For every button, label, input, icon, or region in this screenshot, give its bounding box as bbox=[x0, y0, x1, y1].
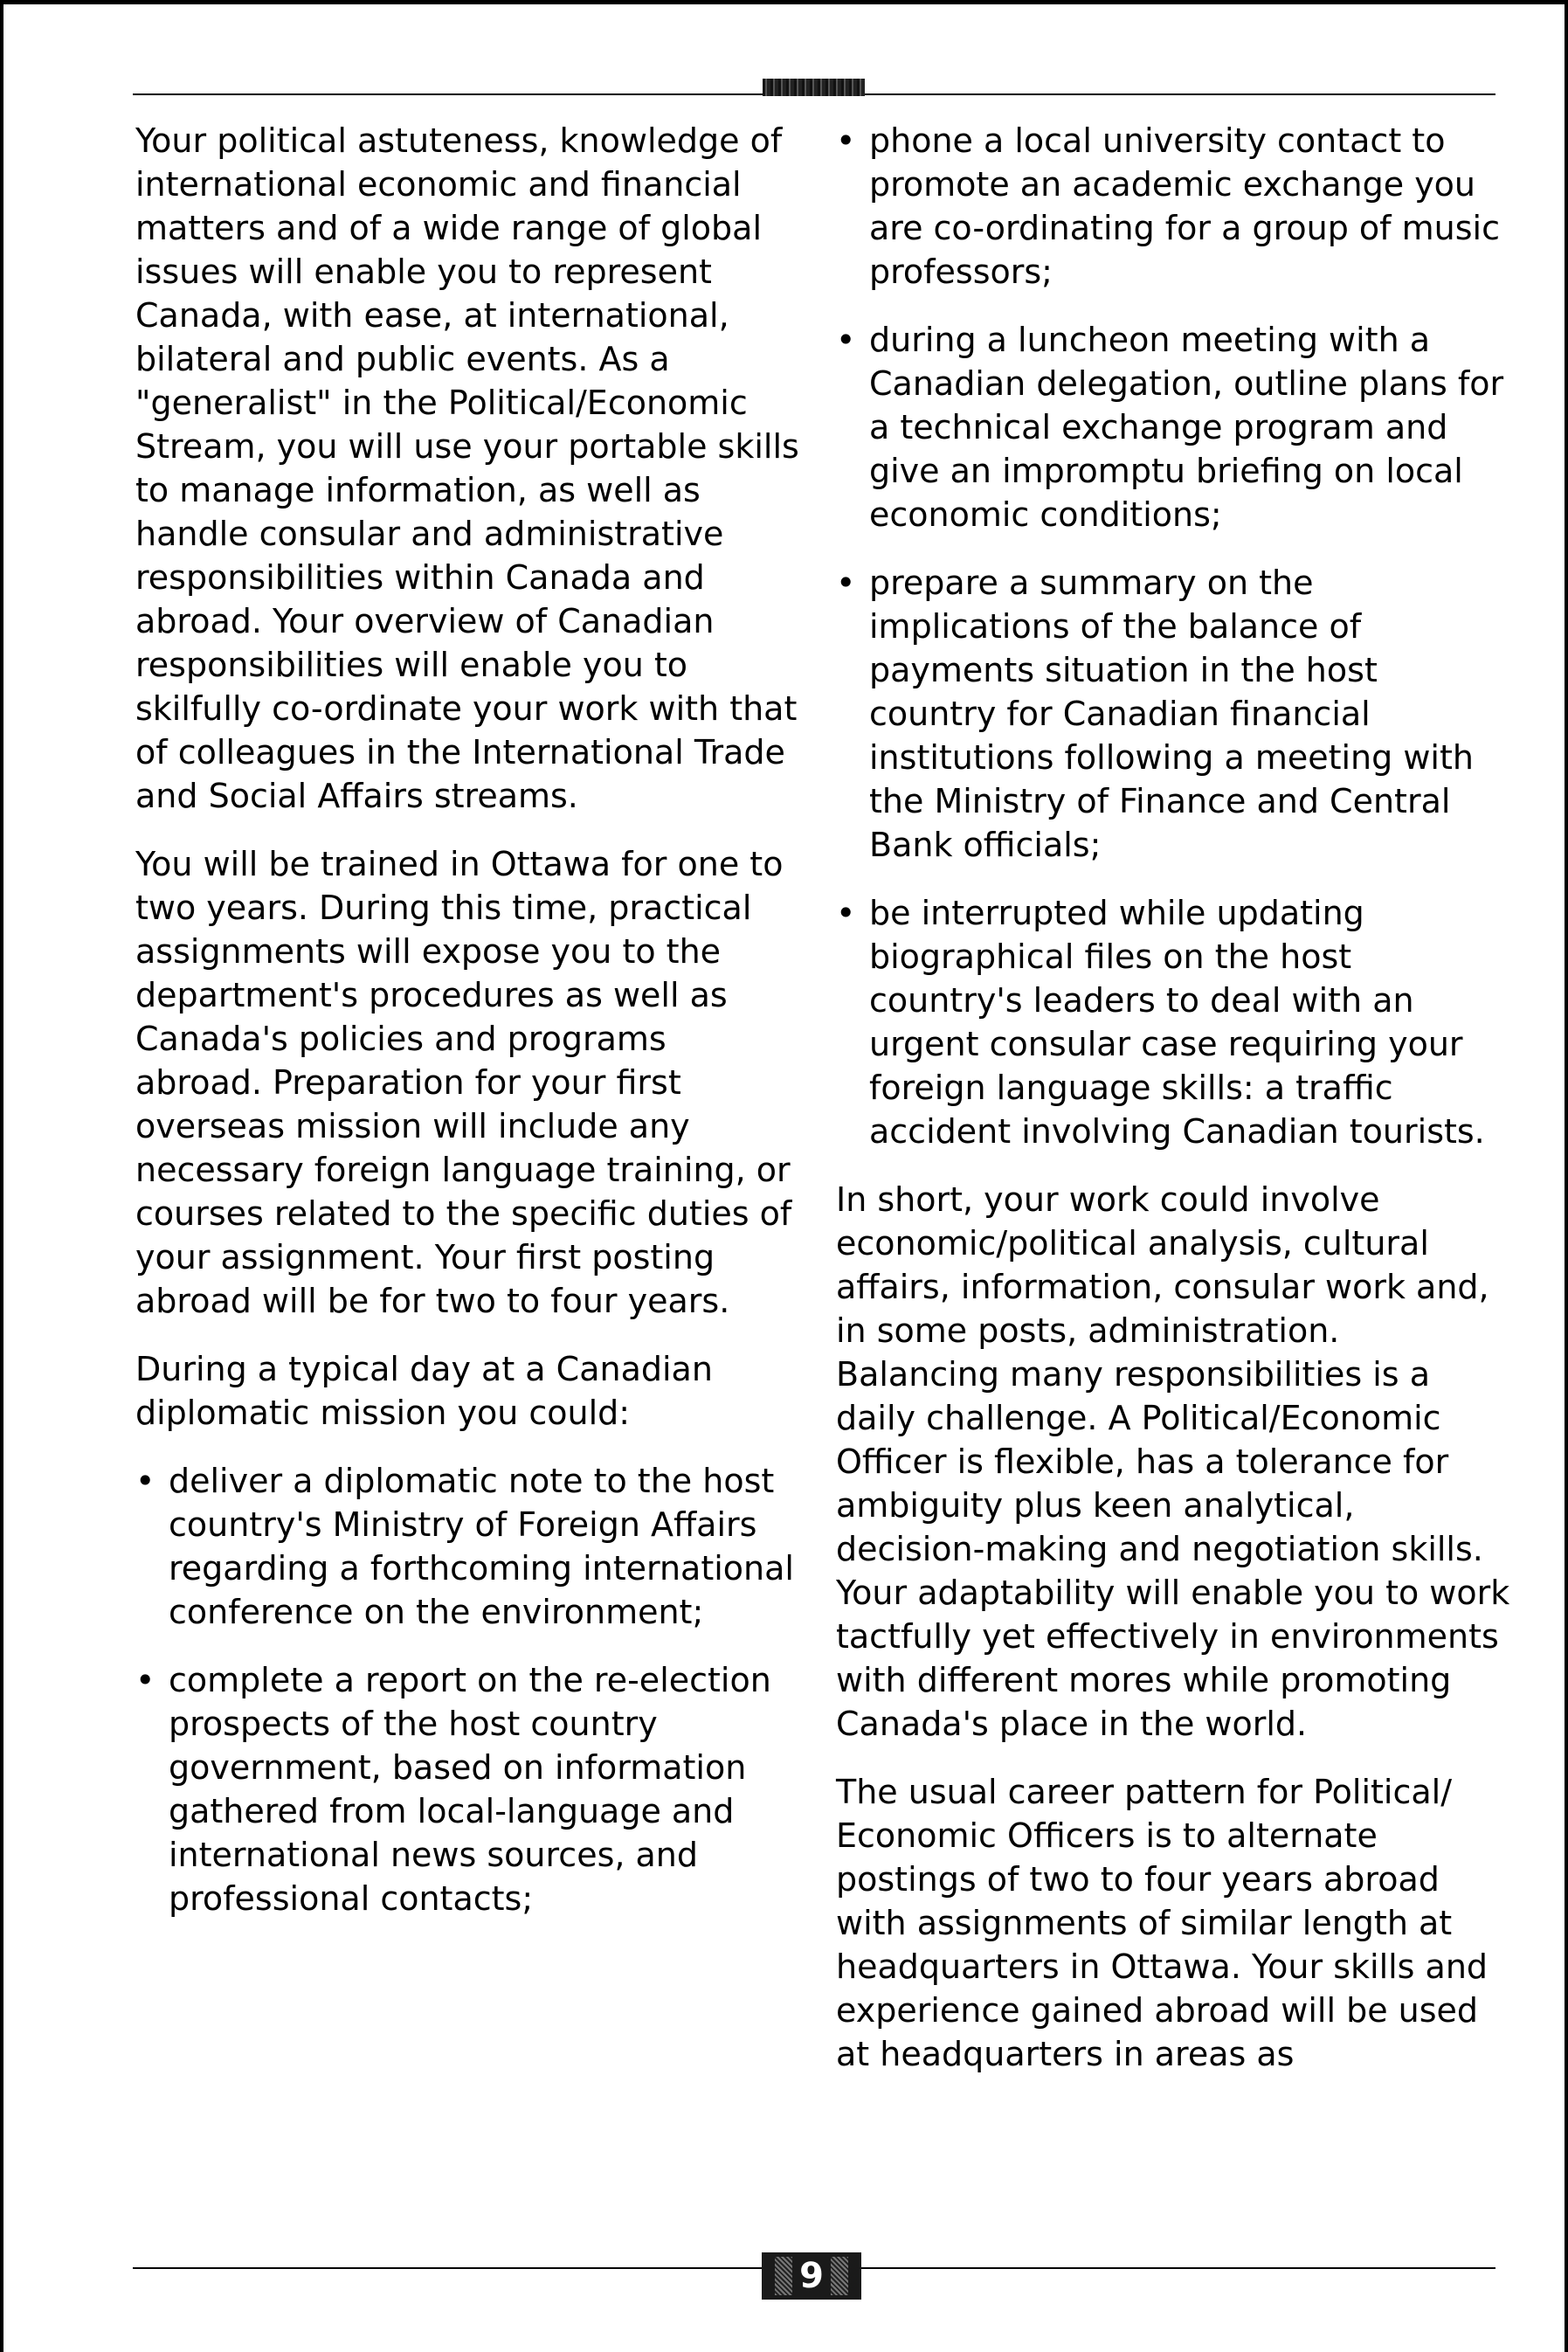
paragraph: You will be trained in Ottawa for one to two years. During this time, practical assignments will expose you to the department's procedures as well as Canada's policies and programs abroad. Preparation for your first overseas mission will include any necessary foreign language training, or courses related to the specific duties of your assignment. Your first posting abroad will be for two to four years. bbox=[135, 845, 792, 1320]
paragraph: During a typical day at a Canadian diplomatic mission you could: bbox=[135, 1350, 713, 1432]
list-item-text: prepare a summary on the implications of the balance of payments situation in the host country for Canadian financial institutions following a meeting with the Ministry of Finance and Central Bank officials; bbox=[869, 564, 1474, 864]
list-item-text: be interrupted while updating biographical files on the host country's leaders to deal with an urgent consular case requiring your foreign language skills: a traffic accident involving Canadian tourists. bbox=[869, 894, 1485, 1151]
page-number: 9 bbox=[799, 2256, 824, 2296]
right-column bbox=[836, 119, 1513, 2100]
bullet-icon: • bbox=[836, 121, 856, 160]
header-decoration bbox=[763, 79, 865, 96]
list-item-text: phone a local university contact to promote an academic exchange you are co-ordinating for a group of music professors; bbox=[869, 121, 1500, 291]
bullet-icon: • bbox=[836, 564, 856, 602]
list-item bbox=[836, 891, 1513, 1153]
bullet-list bbox=[135, 1459, 799, 1920]
bullet-icon: • bbox=[135, 1661, 155, 1699]
paragraph: Your political astuteness, knowledge of international economic and financial matters and of a wide range of global issues will enable you to represent Canada, with ease, at international, bilateral and public events. As a "generalist" in the Political/Economic Stream, you will use your portable skills to manage information, as well as handle consular and administrative responsibilities within Canada and abroad. Your overview of Canadian responsibilities will enable you to skilfully co-ordinate your work with that of colleagues in the International Trade and Social Affairs streams. bbox=[135, 121, 799, 815]
list-item bbox=[836, 561, 1513, 867]
list-item-text: complete a report on the re-election prospects of the host country government, based on information gathered from local-language and international news sources, and professional contacts; bbox=[169, 1661, 771, 1918]
bullet-icon: • bbox=[836, 894, 856, 932]
bullet-icon: • bbox=[135, 1462, 155, 1500]
list-item bbox=[135, 1658, 799, 1920]
list-item bbox=[836, 119, 1513, 294]
paragraph: In short, your work could involve economic/political analysis, cultural affairs, information, consular work and, in some posts, administration. Balancing many responsibilities is a daily challenge. A Political/Economic Officer is flexible, has a tolerance for ambiguity plus keen analytical, decision-making and negotiation skills. Your adaptability will enable you to work tactfully yet effectively in environments with different mores while promoting Canada's place in the world. bbox=[836, 1180, 1510, 1743]
dither-decoration bbox=[775, 2257, 792, 2295]
list-item-text: during a luncheon meeting with a Canadian delegation, outline plans for a technical exchange program and give an impromptu briefing on local economic conditions; bbox=[869, 321, 1504, 534]
bullet-icon: • bbox=[836, 321, 856, 359]
bullet-list bbox=[836, 119, 1513, 1153]
paragraph: The usual career pattern for Political/ Economic Officers is to alternate postings of two to four years abroad with assignments of similar length at headquarters in Ottawa. Your skills and experience gained abroad will be used at headquarters in areas as bbox=[836, 1773, 1489, 2073]
list-item bbox=[135, 1459, 799, 1634]
list-item-text: deliver a diplomatic note to the host country's Ministry of Foreign Affairs regarding a forthcoming international conference on the environment; bbox=[169, 1462, 794, 1631]
dither-decoration bbox=[831, 2257, 848, 2295]
left-column bbox=[135, 119, 799, 1945]
page-number-badge bbox=[762, 2252, 861, 2300]
list-item bbox=[836, 318, 1513, 536]
